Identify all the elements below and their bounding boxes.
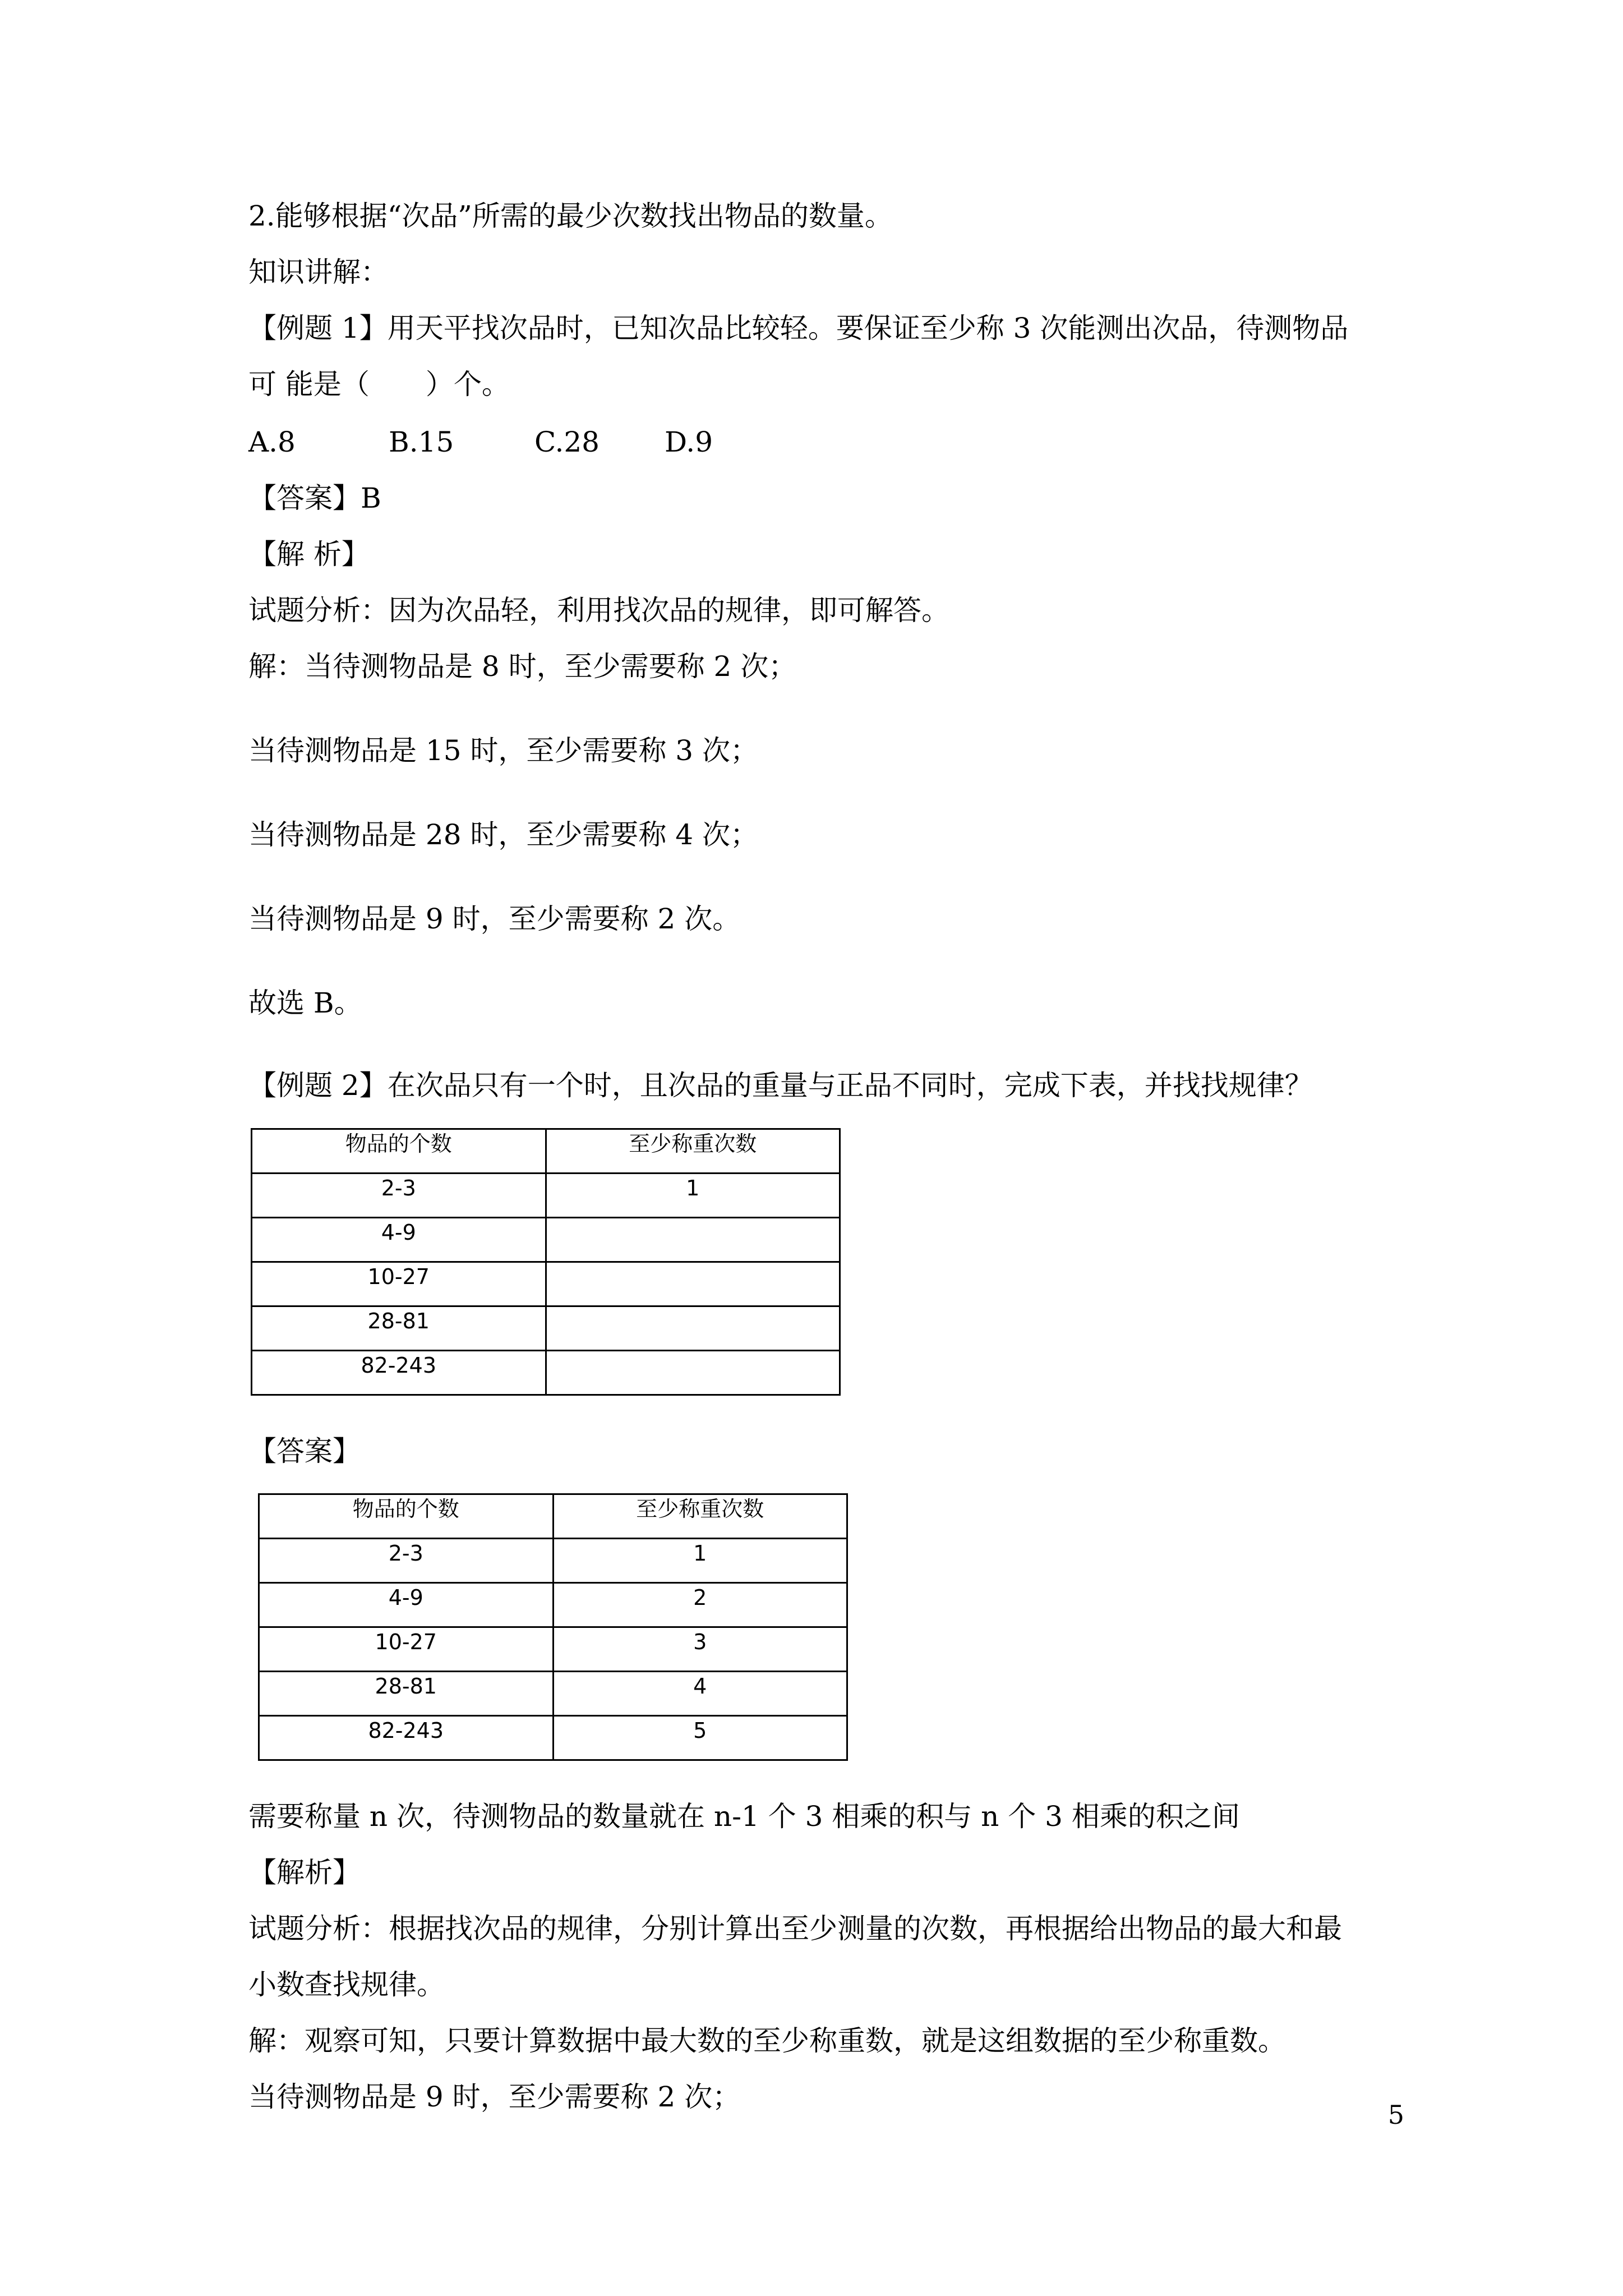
option-a: A.8 bbox=[248, 426, 296, 458]
table-cell: 10-27 bbox=[259, 1627, 554, 1672]
table-header-cell: 物品的个数 bbox=[252, 1129, 546, 1174]
table-cell: 4-9 bbox=[252, 1218, 546, 1262]
table-header-row bbox=[259, 1494, 847, 1539]
analysis-1-conclusion: 故选 B。 bbox=[248, 987, 362, 1019]
table-header-cell: 至少称重次数 bbox=[546, 1129, 840, 1174]
table-cell: 28-81 bbox=[259, 1672, 554, 1716]
analysis-2-line-2: 小数查找规律。 bbox=[248, 1968, 445, 2001]
table-cell: 2-3 bbox=[259, 1539, 554, 1583]
analysis-1-line-5: 当待测物品是 9 时，至少需要称 2 次。 bbox=[248, 903, 741, 935]
table-cell bbox=[546, 1218, 840, 1262]
analysis-1-line-1: 试题分析：因为次品轻，利用找次品的规律，即可解答。 bbox=[248, 594, 949, 627]
table-cell: 10-27 bbox=[252, 1262, 546, 1306]
analysis-1-line-4: 当待测物品是 28 时，至少需要称 4 次； bbox=[248, 818, 759, 851]
answer-1: 【答案】B bbox=[248, 482, 381, 514]
table-row bbox=[252, 1306, 840, 1351]
table-cell bbox=[546, 1306, 840, 1351]
line-2: 知识讲解： bbox=[248, 256, 389, 288]
answer-table bbox=[258, 1493, 848, 1761]
analysis-2-line-4: 当待测物品是 9 时，至少需要称 2 次； bbox=[248, 2081, 741, 2113]
table-cell: 82-243 bbox=[259, 1716, 554, 1760]
table-cell: 3 bbox=[553, 1627, 847, 1672]
example-1-question: 【例题 1】用天平找次品时，已知次品比较轻。要保证至少称 3 次能测出次品，待测物品 bbox=[248, 312, 1349, 344]
analysis-1-line-2: 解：当待测物品是 8 时，至少需要称 2 次； bbox=[248, 650, 797, 683]
analysis-2-line-1: 试题分析：根据找次品的规律，分别计算出至少测量的次数，再根据给出物品的最大和最 bbox=[248, 1912, 1342, 1945]
table-cell: 4 bbox=[553, 1672, 847, 1716]
question-table bbox=[251, 1128, 841, 1396]
table-cell: 4-9 bbox=[259, 1583, 554, 1627]
table-row bbox=[259, 1672, 847, 1716]
table-cell bbox=[546, 1351, 840, 1395]
table-cell: 28-81 bbox=[252, 1306, 546, 1351]
analysis-2-line-3: 解：观察可知，只要计算数据中最大数的至少称重数，就是这组数据的至少称重数。 bbox=[248, 2024, 1286, 2057]
example-2-question: 【例题 2】在次品只有一个时，且次品的重量与正品不同时，完成下表，并找找规律？ bbox=[248, 1069, 1313, 1102]
table-row bbox=[259, 1716, 847, 1760]
option-c: C.28 bbox=[534, 426, 600, 458]
example-1-question-cont: 可 能是（ ）个。 bbox=[248, 368, 510, 401]
rule-statement: 需要称量 n 次，待测物品的数量就在 n-1 个 3 相乘的积与 n 个 3 相乘的积之间 bbox=[248, 1800, 1240, 1833]
table-header-cell: 至少称重次数 bbox=[553, 1494, 847, 1539]
table-row bbox=[259, 1583, 847, 1627]
table-header-row bbox=[252, 1129, 840, 1174]
analysis-1-line-3: 当待测物品是 15 时，至少需要称 3 次； bbox=[248, 734, 759, 767]
line-1: 2.能够根据“次品”所需的最少次数找出物品的数量。 bbox=[248, 200, 893, 232]
table-cell: 5 bbox=[553, 1716, 847, 1760]
table-row bbox=[252, 1351, 840, 1395]
table-header-cell: 物品的个数 bbox=[259, 1494, 554, 1539]
table-cell bbox=[546, 1262, 840, 1306]
analysis-2-heading: 【解析】 bbox=[248, 1856, 361, 1889]
table-cell: 2-3 bbox=[252, 1174, 546, 1218]
table-cell: 2 bbox=[553, 1583, 847, 1627]
table-row bbox=[252, 1218, 840, 1262]
page-number: 5 bbox=[1387, 2100, 1404, 2130]
answer-2-heading: 【答案】 bbox=[248, 1435, 361, 1467]
option-b: B.15 bbox=[389, 426, 454, 458]
table-row bbox=[259, 1539, 847, 1583]
option-d: D.9 bbox=[665, 426, 713, 458]
analysis-1-heading: 【解 析】 bbox=[248, 538, 370, 570]
table-cell: 1 bbox=[546, 1174, 840, 1218]
table-row bbox=[259, 1627, 847, 1672]
table-row bbox=[252, 1174, 840, 1218]
table-row bbox=[252, 1262, 840, 1306]
table-cell: 82-243 bbox=[252, 1351, 546, 1395]
table-cell: 1 bbox=[553, 1539, 847, 1583]
options-row bbox=[248, 425, 713, 459]
